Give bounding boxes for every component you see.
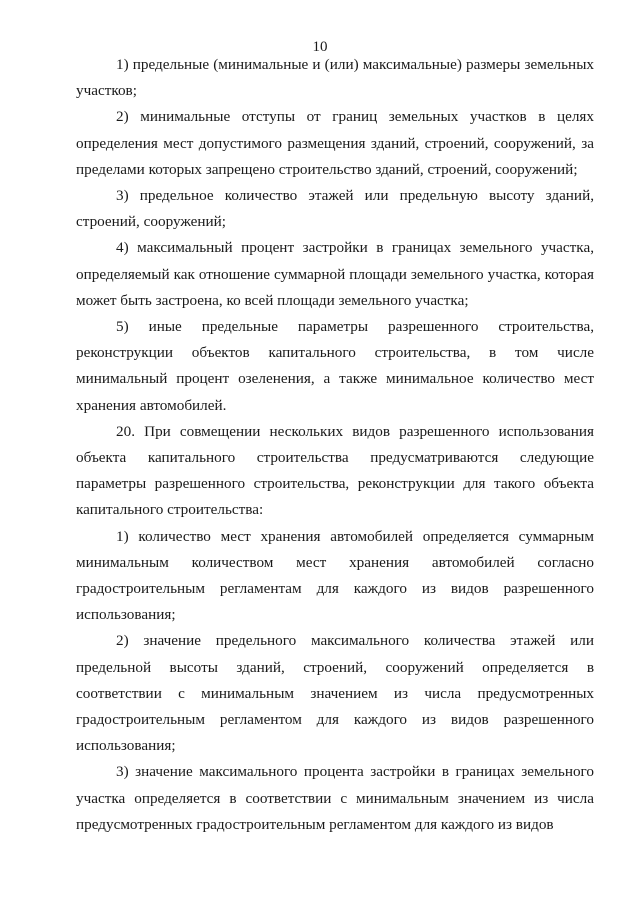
paragraph-item-5: 5) иные предельные параметры разрешенного строительства, реконструкции объектов капитального строительства, в том числе минимальный процент озеленения, а также минимальное количество мест хранения автомобилей. xyxy=(76,318,594,414)
page-number: 10 xyxy=(312,39,328,55)
paragraph-item-4: 4) максимальный процент застройки в границах земельного участка, определяемый как отношение суммарной площади земельного участка, которая может быть застроена, ко всей площади земельного участка; xyxy=(76,239,594,309)
document-body xyxy=(76,52,594,838)
paragraph-subitem-2: 2) значение предельного максимального количества этажей или предельной высоты зданий, строений, сооружений определяется в соответствии с минимальным значением из числа предусмотренных градостроительным регламентом для каждого из видов разрешенного использования; xyxy=(76,632,594,755)
paragraph-item-2: 2) минимальные отступы от границ земельных участков в целях определения мест допустимого размещения зданий, строений, сооружений, за пределами которых запрещено строительство зданий, строений, сооружений; xyxy=(76,108,594,178)
paragraph-item-1: 1) предельные (минимальные и (или) максимальные) размеры земельных участков; xyxy=(76,56,594,100)
paragraph-clause-20: 20. При совмещении нескольких видов разрешенного использования объекта капитального строительства предусматриваются следующие параметры разрешенного строительства, реконструкции для такого объекта капитального строительства: xyxy=(76,422,594,519)
paragraph-subitem-3: 3) значение максимального процента застройки в границах земельного участка определяется в соответствии с минимальным значением из числа предусмотренных градостроительным регламентом для каждого из видов xyxy=(76,763,594,833)
paragraph-subitem-1: 1) количество мест хранения автомобилей определяется суммарным минимальным количеством мест хранения автомобилей согласно градостроительным регламентам для каждого из видов разрешенного использования; xyxy=(76,527,594,624)
paragraph-item-3: 3) предельное количество этажей или предельную высоту зданий, строений, сооружений; xyxy=(76,187,594,231)
